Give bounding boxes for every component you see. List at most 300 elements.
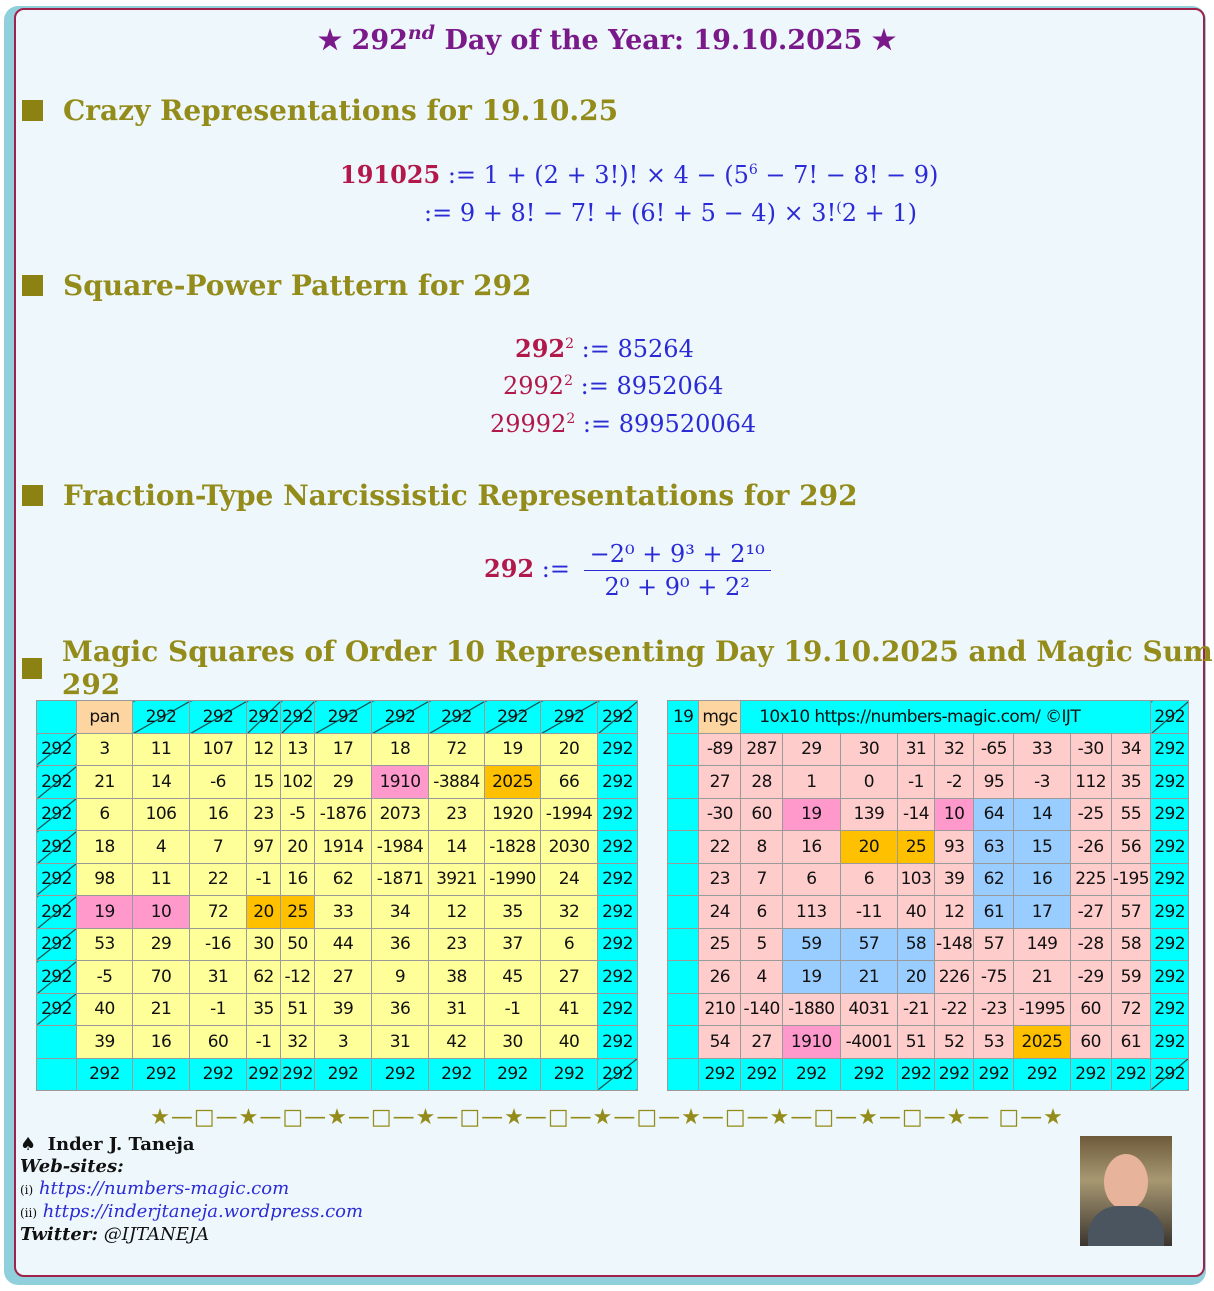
magic-cell: 1914 (315, 831, 372, 864)
magic-cell: 58 (1111, 928, 1151, 961)
crazy-exp-1: 6 (748, 162, 758, 178)
magic-cell: 4031 (840, 993, 898, 1026)
table-row (668, 701, 1189, 734)
magic-cell: 58 (898, 928, 935, 961)
square-value: := 85264 (581, 335, 694, 363)
magic-cell: 57 (974, 928, 1014, 961)
column-sum-cell: 292 (429, 1058, 485, 1091)
column-sum-cell: 292 (281, 1058, 315, 1091)
square-base: 292 (515, 334, 566, 363)
magic-cell: 9 (372, 961, 429, 994)
magic-cell: 107 (190, 733, 247, 766)
diagonal-sum-cell: 292 (598, 701, 638, 734)
magic-cell: 2025 (485, 766, 541, 799)
magic-cell: 93 (934, 831, 974, 864)
magic-cell: 57 (840, 928, 898, 961)
row-sum-cell: 292 (1151, 993, 1189, 1026)
magic-cell: -3884 (429, 766, 485, 799)
magic-cell: 287 (741, 733, 783, 766)
magic-cell: 7 (190, 831, 247, 864)
row-sum-cell: 292 (1151, 928, 1189, 961)
section-title: Crazy Representations for 19.10.25 (63, 94, 619, 127)
magic-cell: 112 (1070, 766, 1111, 799)
magic-cell: 62 (247, 961, 281, 994)
title-suffix: nd (407, 22, 436, 44)
magic-cell: 64 (974, 798, 1014, 831)
magic-cell: 42 (429, 1026, 485, 1059)
websites-label: Web-sites: (20, 1156, 124, 1177)
magic-cell: 19 (783, 798, 841, 831)
magic-cell: 27 (741, 1026, 783, 1059)
magic-cell: 60 (1070, 1026, 1111, 1059)
magic-cell: 13 (281, 733, 315, 766)
left-edge-cell (668, 896, 699, 929)
magic-cell: 28 (741, 766, 783, 799)
page-title (0, 22, 1214, 56)
author-footer (20, 1134, 363, 1246)
left-edge-cell (668, 798, 699, 831)
magic-cell: 23 (247, 798, 281, 831)
left-edge-cell (668, 993, 699, 1026)
magic-cell: 98 (77, 863, 133, 896)
magic-cell: 32 (934, 733, 974, 766)
magic-cell: -30 (1070, 733, 1111, 766)
magic-cell: -1 (190, 993, 247, 1026)
table-row (668, 961, 1189, 994)
square-value: := 8952064 (580, 372, 724, 400)
magic-cell: 33 (1014, 733, 1070, 766)
magic-cell: -1990 (485, 863, 541, 896)
magic-square-pan (36, 700, 638, 1091)
magic-cell: -1984 (372, 831, 429, 864)
magic-cell: 36 (372, 928, 429, 961)
magic-cell: -22 (934, 993, 974, 1026)
magic-cell: 102 (281, 766, 315, 799)
magic-cell: 59 (783, 928, 841, 961)
magic-cell: 3 (315, 1026, 372, 1059)
table-row (668, 993, 1189, 1026)
table-row (668, 798, 1189, 831)
row-sum-cell: 292 (598, 993, 638, 1026)
magic-cell: 62 (315, 863, 372, 896)
table-row (37, 701, 638, 734)
column-sum-cell: 292 (133, 1058, 190, 1091)
fraction-denominator: 2⁰ + 9⁰ + 2² (604, 573, 750, 601)
magic-cell: 95 (974, 766, 1014, 799)
magic-cell: -1 (247, 863, 281, 896)
magic-cell: 20 (840, 831, 898, 864)
diagonal-sum-cell: 292 (1151, 1058, 1189, 1091)
magic-cell: 55 (1111, 798, 1151, 831)
magic-cell: 14 (1014, 798, 1070, 831)
day-cell: 19 (668, 701, 699, 734)
magic-cell: -1876 (315, 798, 372, 831)
diagonal-sum-cell: 292 (598, 1058, 638, 1091)
diagonal-sum-cell: 292 (281, 701, 315, 734)
magic-cell: 53 (77, 928, 133, 961)
magic-cell: 53 (974, 1026, 1014, 1059)
square-exp: 2 (565, 336, 575, 352)
magic-cell: 60 (741, 798, 783, 831)
square-label: mgc (699, 701, 741, 734)
magic-cell: 63 (974, 831, 1014, 864)
left-sum-cell: 292 (37, 798, 77, 831)
magic-cell: 23 (429, 798, 485, 831)
magic-cell: 20 (281, 831, 315, 864)
left-edge-cell (668, 961, 699, 994)
left-sum-cell: 292 (37, 961, 77, 994)
magic-cell: -1 (485, 993, 541, 1026)
magic-cell: 35 (247, 993, 281, 1026)
magic-cell: 12 (429, 896, 485, 929)
table-row (668, 1026, 1189, 1059)
row-sum-cell: 292 (598, 896, 638, 929)
section-heading-square-power (22, 269, 532, 302)
column-sum-cell: 292 (1014, 1058, 1070, 1091)
square-base: 29992 (490, 410, 567, 438)
title-day: 292 (351, 25, 408, 56)
magic-cell: 32 (281, 1026, 315, 1059)
diagonal-sum-cell: 292 (485, 701, 541, 734)
table-row (37, 993, 638, 1026)
left-sum-cell: 292 (37, 928, 77, 961)
magic-cell: 21 (840, 961, 898, 994)
left-sum-cell: 292 (37, 766, 77, 799)
magic-cell: 20 (541, 733, 598, 766)
magic-cell: -4001 (840, 1026, 898, 1059)
magic-cell: 139 (840, 798, 898, 831)
magic-cell: 6 (541, 928, 598, 961)
magic-cell: -14 (898, 798, 935, 831)
magic-cell: 39 (77, 1026, 133, 1059)
magic-cell: 52 (934, 1026, 974, 1059)
website-index: (ii) (20, 1206, 38, 1220)
magic-cell: 51 (898, 1026, 935, 1059)
section-title: Square-Power Pattern for 292 (63, 269, 532, 302)
magic-cell: 106 (133, 798, 190, 831)
magic-cell: 59 (1111, 961, 1151, 994)
magic-cell: 40 (77, 993, 133, 1026)
magic-cell: 23 (699, 863, 741, 896)
magic-cell: 72 (429, 733, 485, 766)
magic-cell: 32 (541, 896, 598, 929)
magic-cell: 29 (783, 733, 841, 766)
diagonal-sum-cell: 292 (429, 701, 485, 734)
column-sum-cell: 292 (485, 1058, 541, 1091)
magic-cell: 3921 (429, 863, 485, 896)
row-sum-cell: 292 (598, 733, 638, 766)
magic-cell: -75 (974, 961, 1014, 994)
fraction-numerator: −2⁰ + 9³ + 2¹⁰ (584, 540, 771, 571)
magic-cell: 41 (541, 993, 598, 1026)
column-sum-cell: 292 (541, 1058, 598, 1091)
square-row-1 (515, 334, 694, 363)
row-sum-cell: 292 (1151, 831, 1189, 864)
magic-cell: 38 (429, 961, 485, 994)
fraction (584, 540, 771, 601)
row-sum-cell: 292 (598, 928, 638, 961)
magic-cell: 36 (372, 993, 429, 1026)
magic-cell: 14 (429, 831, 485, 864)
column-sum-cell: 292 (1070, 1058, 1111, 1091)
column-sum-cell: 292 (699, 1058, 741, 1091)
crazy-rep-line-1 (340, 160, 938, 189)
table-row (37, 798, 638, 831)
magic-cell: 27 (315, 961, 372, 994)
magic-cell: 26 (699, 961, 741, 994)
magic-cell: 66 (541, 766, 598, 799)
magic-cell: 56 (1111, 831, 1151, 864)
magic-cell: -25 (1070, 798, 1111, 831)
crazy-rep-line-2 (424, 199, 917, 227)
diagonal-sum-cell: 292 (372, 701, 429, 734)
square-value: := 899520064 (582, 410, 757, 438)
magic-cell: 72 (1111, 993, 1151, 1026)
corner-cell (668, 1058, 699, 1091)
left-sum-cell (37, 1026, 77, 1059)
magic-cell: 1 (783, 766, 841, 799)
crazy-expr-1: := 1 + (2 + 3!)! × 4 − (5 (447, 161, 749, 189)
magic-cell: 39 (934, 863, 974, 896)
bullet-square-icon (22, 100, 43, 121)
row-sum-cell: 292 (598, 863, 638, 896)
magic-cell: -3 (1014, 766, 1070, 799)
magic-cell: -5 (77, 961, 133, 994)
column-sum-cell: 292 (840, 1058, 898, 1091)
magic-cell: -2 (934, 766, 974, 799)
magic-cell: 62 (974, 863, 1014, 896)
table-row (37, 1026, 638, 1059)
table-row (668, 766, 1189, 799)
magic-cell: -65 (974, 733, 1014, 766)
magic-cell: 39 (315, 993, 372, 1026)
magic-cell: 34 (372, 896, 429, 929)
magic-cell: 15 (1014, 831, 1070, 864)
square-exp: 2 (564, 373, 573, 389)
magic-cell: -27 (1070, 896, 1111, 929)
left-edge-cell (668, 733, 699, 766)
square-base: 2992 (503, 372, 565, 400)
crazy-expr-2-rest: 2 + 1) (841, 199, 917, 227)
magic-cell: 2030 (541, 831, 598, 864)
magic-cell: 1920 (485, 798, 541, 831)
table-row (668, 896, 1189, 929)
spade-icon: ♠ (20, 1134, 37, 1155)
magic-cell: -148 (934, 928, 974, 961)
magic-cell: 2073 (372, 798, 429, 831)
magic-cell: 3 (77, 733, 133, 766)
magic-cell: 20 (898, 961, 935, 994)
star-divider: ★—□—★—□—★—□—★—□—★—□—★—□—★—□—★—□—★—□—★— □—★ (150, 1105, 1064, 1130)
website-link-2[interactable]: https://inderjtaneja.wordpress.com (42, 1201, 364, 1222)
magic-cell: 50 (281, 928, 315, 961)
magic-cell: 12 (934, 896, 974, 929)
magic-cell: 19 (783, 961, 841, 994)
magic-cell: 10 (934, 798, 974, 831)
magic-cell: 4 (133, 831, 190, 864)
table-row (668, 863, 1189, 896)
table-row (37, 896, 638, 929)
table-row (37, 961, 638, 994)
magic-cell: -26 (1070, 831, 1111, 864)
table-row (37, 1058, 638, 1091)
magic-cell: 6 (840, 863, 898, 896)
magic-cell: 15 (247, 766, 281, 799)
diagonal-sum-cell: 292 (133, 701, 190, 734)
left-edge-cell (668, 928, 699, 961)
magic-cell: 19 (77, 896, 133, 929)
website-link-1[interactable]: https://numbers-magic.com (38, 1178, 290, 1199)
diagonal-sum-cell: 292 (315, 701, 372, 734)
magic-cell: 1910 (372, 766, 429, 799)
magic-cell: 24 (541, 863, 598, 896)
twitter-label: Twitter: (20, 1224, 98, 1245)
crazy-lhs: 191025 (340, 160, 441, 189)
magic-cell: -1 (247, 1026, 281, 1059)
column-sum-cell: 292 (372, 1058, 429, 1091)
diagonal-sum-cell: 292 (190, 701, 247, 734)
star-icon: ★ (871, 25, 897, 56)
magic-cell: 22 (699, 831, 741, 864)
fraction-eq: := (541, 555, 570, 583)
magic-cell: 6 (77, 798, 133, 831)
magic-cell: 29 (315, 766, 372, 799)
bullet-square-icon (22, 275, 43, 296)
magic-cell: 17 (315, 733, 372, 766)
magic-cell: 30 (247, 928, 281, 961)
magic-cell: 61 (974, 896, 1014, 929)
square-label: pan (77, 701, 133, 734)
magic-cell: 31 (898, 733, 935, 766)
square-row-3 (490, 410, 756, 438)
table-row (37, 733, 638, 766)
magic-cell: -1880 (783, 993, 841, 1026)
diagonal-sum-cell: 292 (541, 701, 598, 734)
magic-cell: 6 (741, 896, 783, 929)
left-edge-cell (668, 831, 699, 864)
table-row (668, 733, 1189, 766)
magic-cell: 21 (1014, 961, 1070, 994)
magic-cell: 21 (133, 993, 190, 1026)
magic-cell: -1994 (541, 798, 598, 831)
title-text: Day of the Year: 19.10.2025 (444, 25, 863, 56)
table-row (37, 928, 638, 961)
magic-cell: 7 (741, 863, 783, 896)
crazy-expr-1-rest: − 7! − 8! − 9) (757, 161, 939, 189)
magic-cell: 0 (840, 766, 898, 799)
left-sum-cell: 292 (37, 993, 77, 1026)
magic-cell: 25 (281, 896, 315, 929)
magic-cell: 61 (1111, 1026, 1151, 1059)
magic-cell: -11 (840, 896, 898, 929)
left-edge-cell (668, 1026, 699, 1059)
section-heading-magic-squares (22, 635, 1214, 701)
left-sum-cell: 292 (37, 863, 77, 896)
column-sum-cell: 292 (77, 1058, 133, 1091)
magic-cell: 16 (281, 863, 315, 896)
row-sum-cell: 292 (1151, 733, 1189, 766)
magic-cell: -28 (1070, 928, 1111, 961)
column-sum-cell: 292 (898, 1058, 935, 1091)
magic-cell: 97 (247, 831, 281, 864)
table-row (668, 928, 1189, 961)
row-sum-cell: 292 (1151, 798, 1189, 831)
magic-cell: -1871 (372, 863, 429, 896)
magic-cell: 37 (485, 928, 541, 961)
magic-cell: 6 (783, 863, 841, 896)
magic-cell: 70 (133, 961, 190, 994)
row-sum-cell: 292 (1151, 766, 1189, 799)
magic-cell: 29 (133, 928, 190, 961)
square-exp: 2 (566, 411, 576, 427)
magic-cell: 226 (934, 961, 974, 994)
table-row (37, 766, 638, 799)
square-row-2 (503, 372, 723, 400)
row-sum-cell: 292 (598, 798, 638, 831)
section-heading-fraction (22, 479, 858, 512)
magic-cell: 31 (429, 993, 485, 1026)
table-row (37, 831, 638, 864)
row-sum-cell: 292 (598, 831, 638, 864)
magic-cell: 16 (1014, 863, 1070, 896)
column-sum-cell: 292 (315, 1058, 372, 1091)
magic-cell: -6 (190, 766, 247, 799)
magic-cell: 103 (898, 863, 935, 896)
magic-cell: 11 (133, 733, 190, 766)
corner-cell (37, 701, 77, 734)
row-sum-cell: 292 (1151, 1026, 1189, 1059)
column-sum-cell: 292 (247, 1058, 281, 1091)
author-photo (1080, 1136, 1172, 1246)
magic-cell: 210 (699, 993, 741, 1026)
magic-cell: 60 (190, 1026, 247, 1059)
magic-cell: 23 (429, 928, 485, 961)
magic-cell: 19 (485, 733, 541, 766)
magic-cell: 45 (485, 961, 541, 994)
twitter-handle: @IJTANEJA (103, 1224, 210, 1245)
magic-cell: 25 (898, 831, 935, 864)
magic-cell: -16 (190, 928, 247, 961)
magic-cell: 149 (1014, 928, 1070, 961)
table-row (668, 1058, 1189, 1091)
left-edge-cell (668, 863, 699, 896)
square-header: 10x10 https://numbers-magic.com/ ©IJT (741, 701, 1151, 734)
column-sum-cell: 292 (934, 1058, 974, 1091)
left-sum-cell: 292 (37, 896, 77, 929)
magic-cell: -5 (281, 798, 315, 831)
magic-cell: 16 (190, 798, 247, 831)
bullet-square-icon (22, 658, 42, 679)
magic-cell: -1 (898, 766, 935, 799)
author-name: Inder J. Taneja (47, 1134, 195, 1155)
row-sum-cell: 292 (598, 766, 638, 799)
magic-cell: -29 (1070, 961, 1111, 994)
magic-cell: 25 (699, 928, 741, 961)
magic-cell: -23 (974, 993, 1014, 1026)
column-sum-cell: 292 (741, 1058, 783, 1091)
magic-cell: 14 (133, 766, 190, 799)
magic-cell: 20 (247, 896, 281, 929)
magic-cell: 22 (190, 863, 247, 896)
magic-cell: -89 (699, 733, 741, 766)
row-sum-cell: 292 (598, 1026, 638, 1059)
magic-cell: 4 (741, 961, 783, 994)
section-title: Fraction-Type Narcissistic Representations for 292 (63, 479, 858, 512)
magic-cell: 16 (133, 1026, 190, 1059)
column-sum-cell: 292 (1111, 1058, 1151, 1091)
fraction-lhs: 292 (484, 554, 535, 583)
section-title: Magic Squares of Order 10 Representing Day 19.10.2025 and Magic Sum 292 (61, 635, 1213, 701)
